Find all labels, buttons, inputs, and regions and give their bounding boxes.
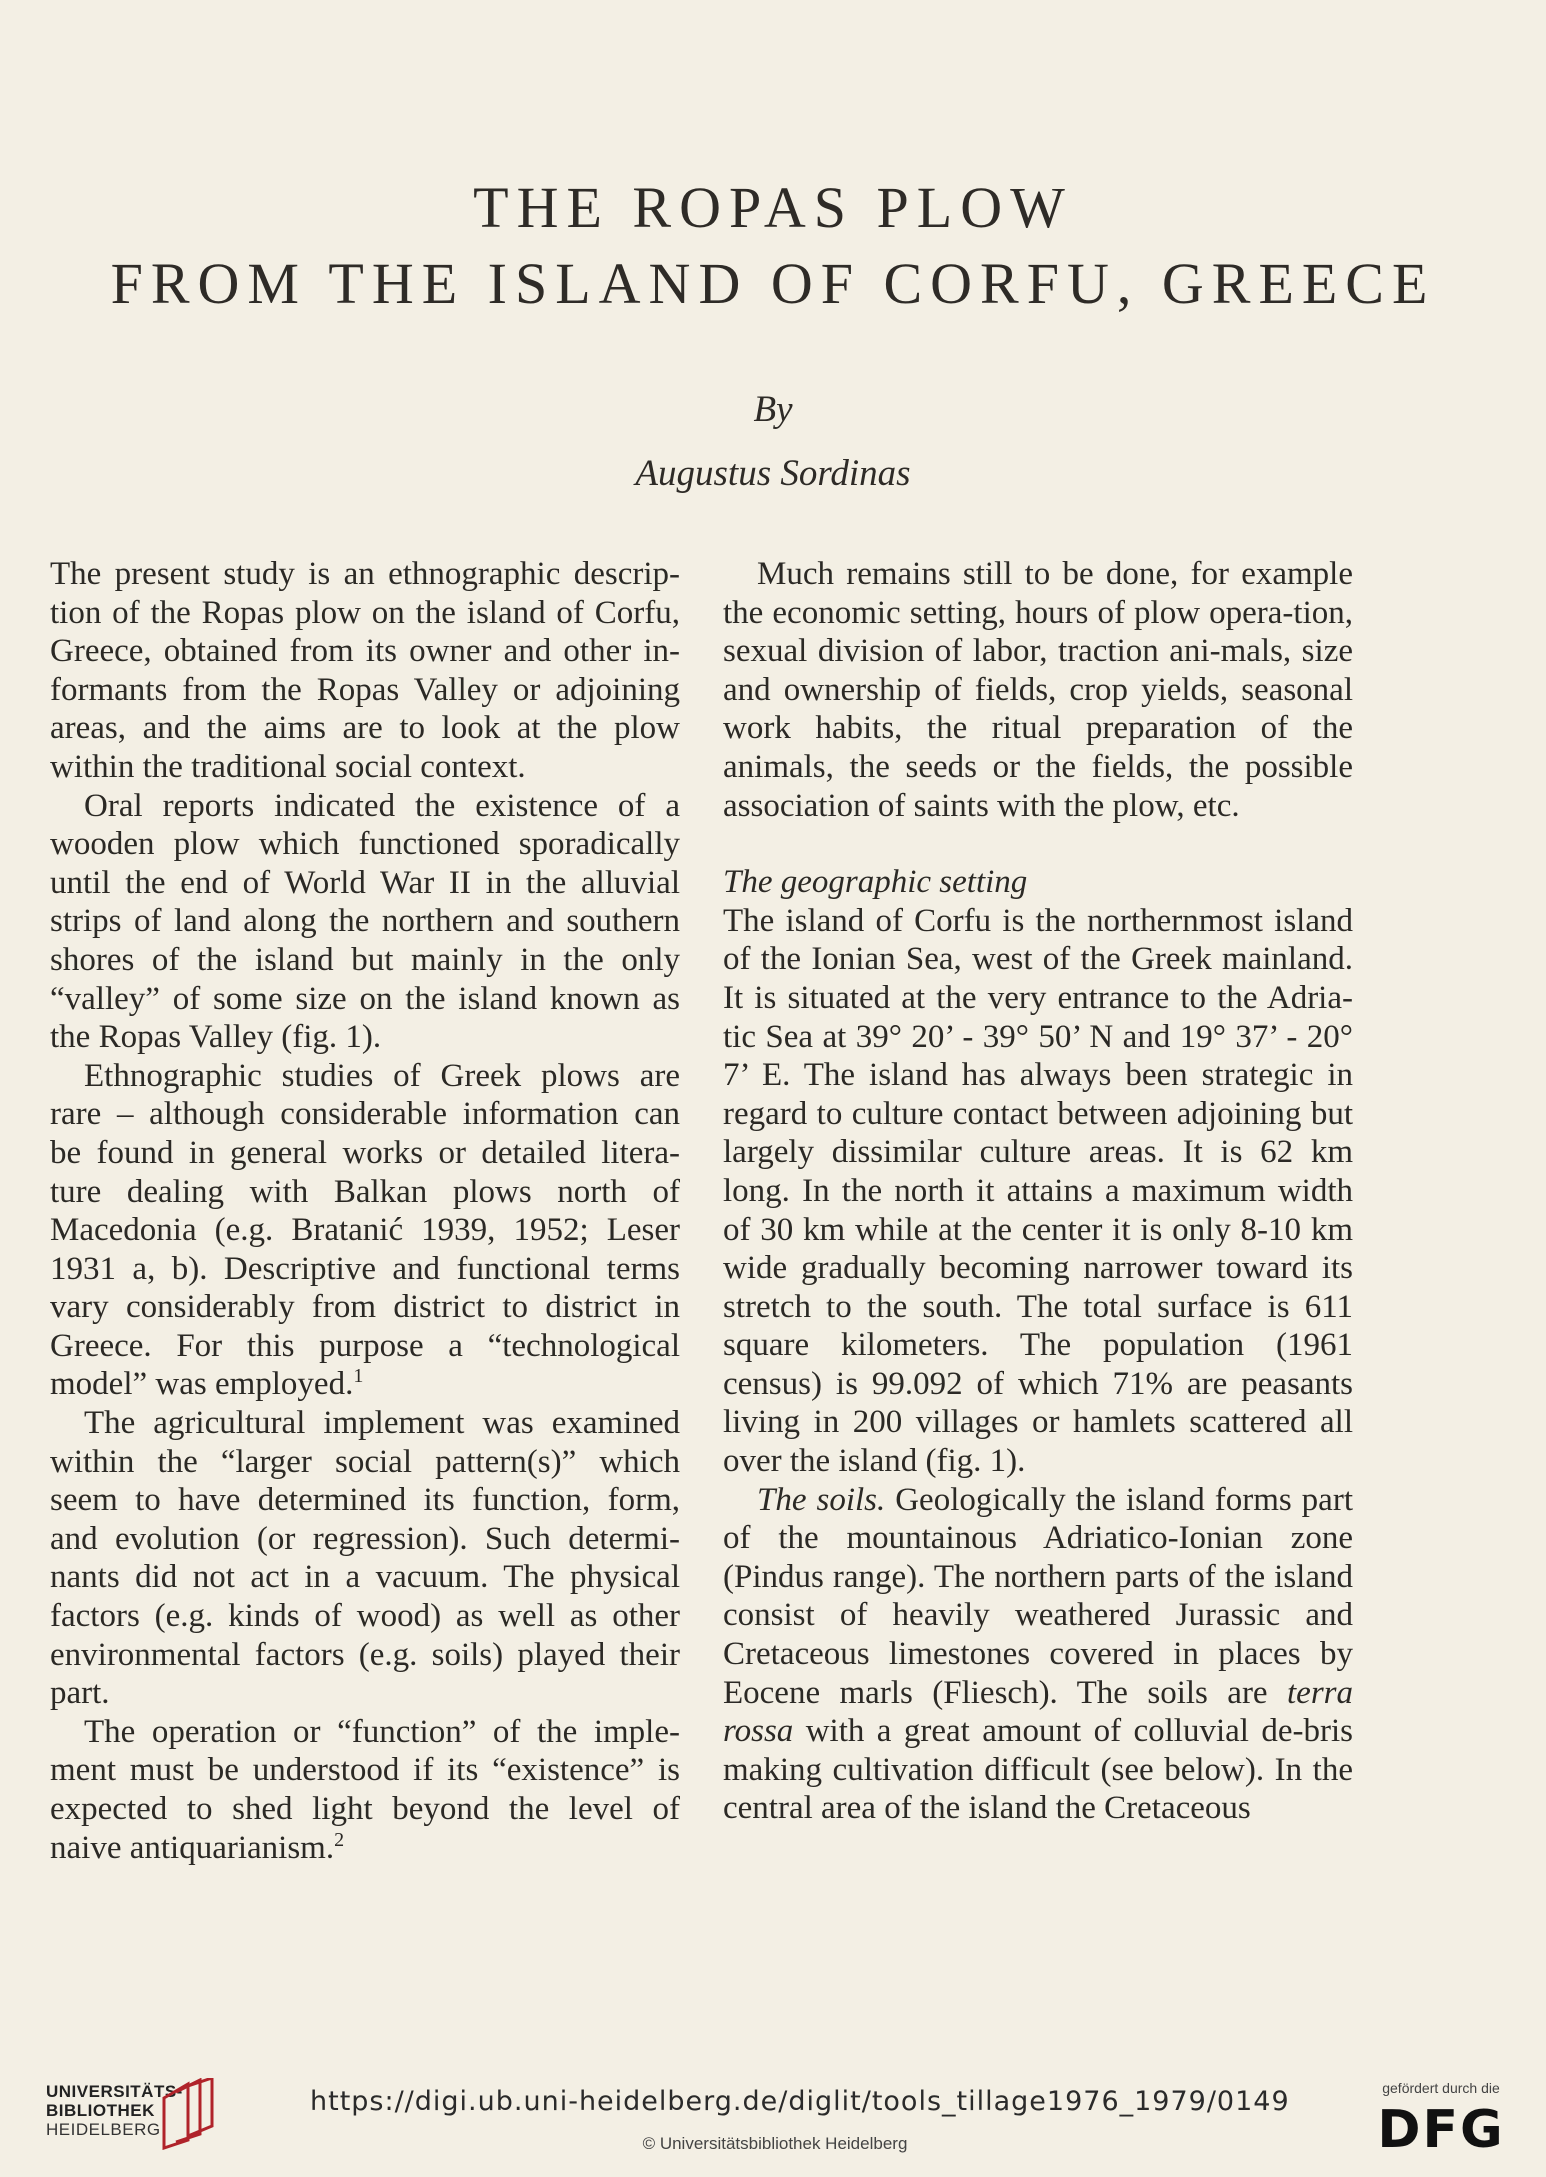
paragraph bbox=[50, 1713, 680, 1867]
library-line-3: HEIDELBERG bbox=[46, 2120, 161, 2139]
footnote-ref[interactable]: 2 bbox=[334, 1828, 345, 1851]
article-title bbox=[0, 170, 1546, 322]
left-column bbox=[50, 555, 680, 1867]
paragraph-text: The operation or “function” of the imple-ment must be understood if its “existence” is expected to shed light beyond the level of naive antiquarianism. bbox=[50, 1713, 680, 1866]
paragraph bbox=[723, 1481, 1353, 1828]
library-line-2: BIBLIOTHEK bbox=[46, 2101, 155, 2120]
footer-bar bbox=[0, 2060, 1546, 2177]
library-logo-icon bbox=[158, 2078, 216, 2150]
by-label: By bbox=[753, 389, 793, 430]
paragraph bbox=[50, 1057, 680, 1404]
paragraph: Much remains still to be done, for example the economic setting, hours of plow opera-tion, sexual division of labor, traction ani-mals, size and ownership of fields, crop yields, seasonal work habits, the ritual preparation of the animals, the seeds or the fields, the possible association of saints with the plow, etc. bbox=[723, 556, 1353, 824]
paragraph-text: with a great amount of colluvial de-bris making cultivation difficult (see below). In the central area of the island the Cretaceous bbox=[723, 1713, 1353, 1827]
run-in-heading: The soils. bbox=[757, 1481, 886, 1518]
title-line-1: THE ROPAS PLOW bbox=[473, 175, 1073, 240]
footnote-ref[interactable]: 1 bbox=[353, 1365, 364, 1388]
right-column bbox=[723, 555, 1353, 1828]
italic-term: terra rossa bbox=[723, 1674, 1353, 1750]
section-heading: The geographic setting bbox=[723, 864, 1028, 901]
copyright-notice: © Universitätsbibliothek Heidelberg bbox=[642, 2134, 908, 2153]
paragraph-text: Ethnographic studies of Greek plows are rare – although considerable information can be found in general works or detailed litera-ture dealing with Balkan plows north of Macedonia (e.g. Bratanić 1939, 1952; Leser 1931 a, b). Descriptive and functional terms vary considerably from district to district in Greece. For this purpose a “technological model” was employed. bbox=[50, 1057, 680, 1403]
paragraph: The agricultural implement was examined within the “larger social pattern(s)” which seem to have determined its function, form, and evolution (or regression). Such determi-nants did not act in a vacuum. The physical factors (e.g. kinds of wood) as well as other environmental factors (e.g. soils) played their part. bbox=[50, 1405, 680, 1712]
paragraph-text: Geologically the island forms part of the mountainous Adriatico-Ionian zone (Pindus range). The northern parts of the island consist of heavily weathered Jurassic and Cretaceous limestones covered in places by Eocene marls (Fliesch). The soils are bbox=[723, 1481, 1353, 1711]
title-line-2: FROM THE ISLAND OF CORFU, GREECE bbox=[110, 251, 1436, 316]
library-line-1: UNIVERSITÄTS- bbox=[46, 2082, 183, 2101]
paragraph: The island of Corfu is the northernmost island of the Ionian Sea, west of the Greek mainland. It is situated at the very entrance to the Adria-tic Sea at 39° 20’ - 39° 50’ N and 19° 37’ - 20° 7’ E. The island has always been strategic in regard to culture contact between adjoining but largely dissimilar culture areas. It is 62 km long. In the north it attains a maximum width of 30 km while at the center it is only 8-10 km wide gradually becoming narrower toward its stretch to the south. The total surface is 611 square kilometers. The population (1961 census) is 99.092 of which 71% are peasants living in 200 villages or hamlets scattered all over the island (fig. 1). bbox=[723, 902, 1353, 1480]
paragraph: The present study is an ethnographic descrip-tion of the Ropas plow on the island of Corfu, Greece, obtained from its owner and other in-formants from the Ropas Valley or adjoining areas, and the aims are to look at the plow within the traditional social context. bbox=[50, 556, 680, 785]
author-name: Augustus Sordinas bbox=[635, 453, 911, 494]
paragraph: Oral reports indicated the existence of a wooden plow which functioned sporadically until the end of World War II in the alluvial strips of land along the northern and southern shores of the island but mainly in the only “valley” of some size on the island known as the Ropas Valley (fig. 1). bbox=[50, 787, 680, 1056]
funding-label: gefördert durch die bbox=[1382, 2080, 1500, 2096]
dfg-logo-icon: DFG bbox=[1377, 2100, 1505, 2160]
document-url-link[interactable]: https://digi.ub.uni-heidelberg.de/diglit/tools_tillage1976_1979/0149 bbox=[310, 2086, 1290, 2117]
